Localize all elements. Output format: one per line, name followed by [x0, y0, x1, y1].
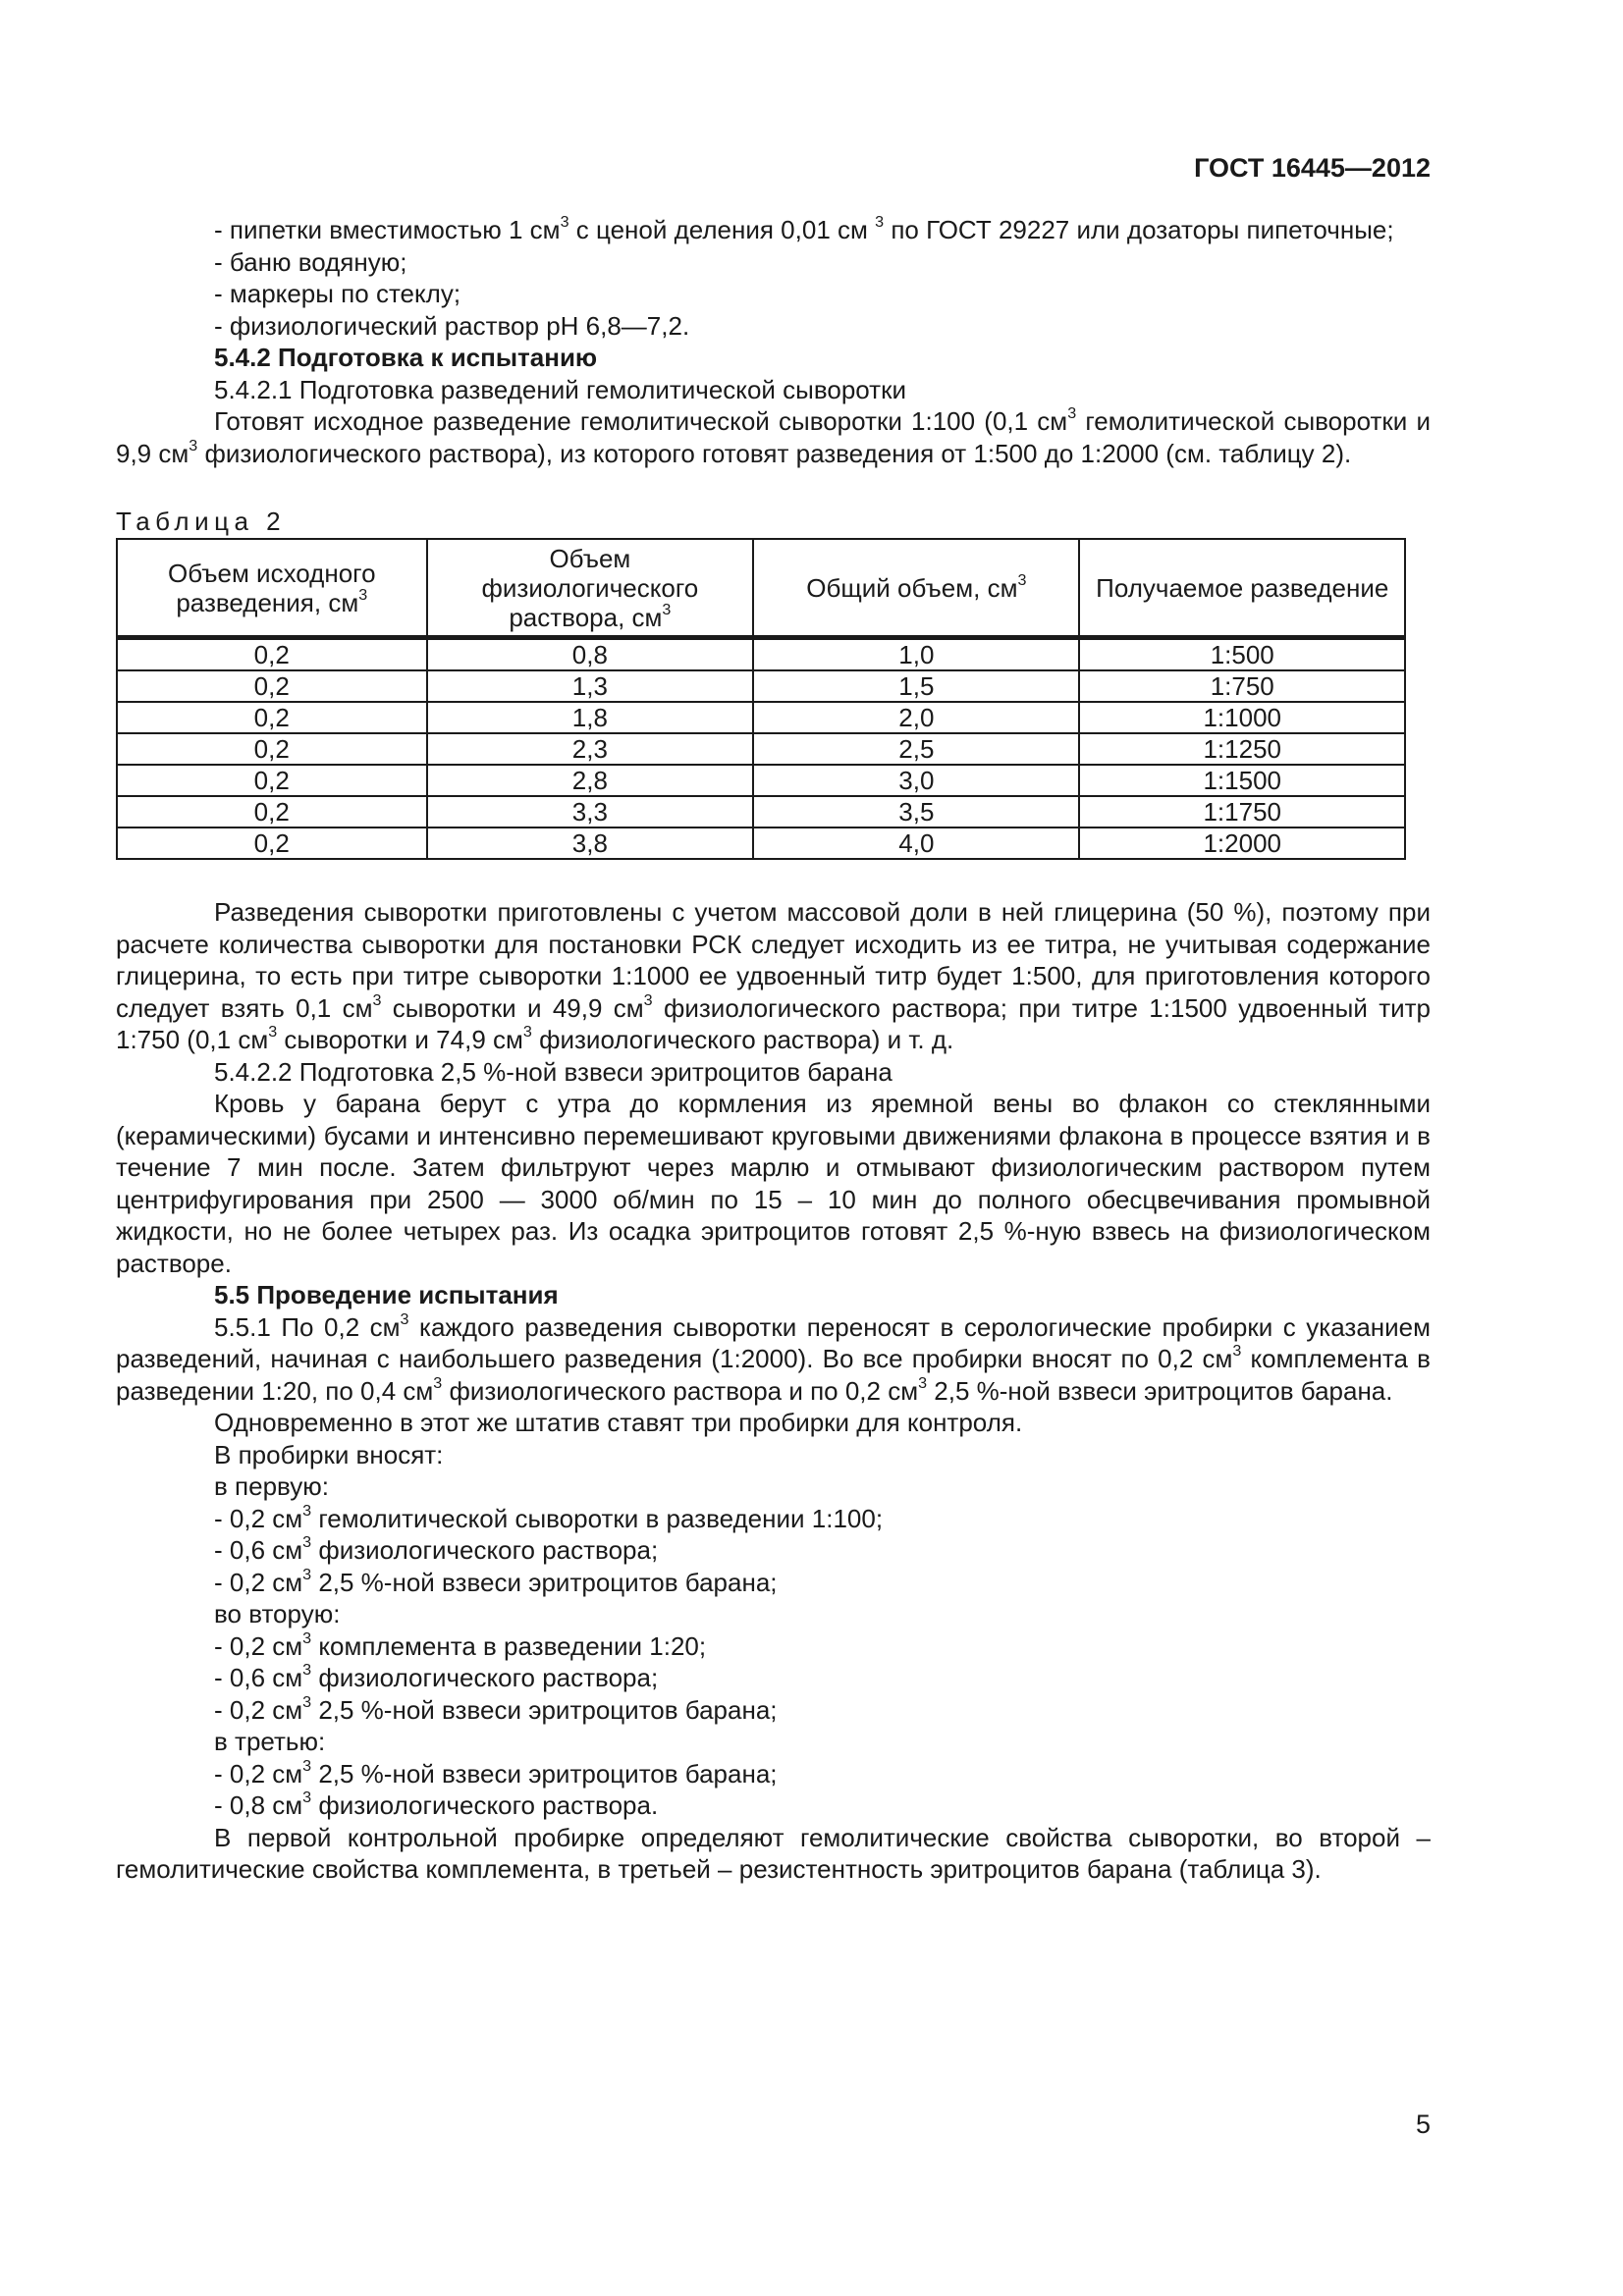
paragraph-erythrocytes: Кровь у барана берут с утра до кормления из яремной вены во флакон со стеклянными (керамическими) бусами и интенсивно перемешивают круговыми движениями флакона в процессе взятия и в течение 7 мин после. Затем фильтруют через марлю и отмывают физиологическим раствором путем центрифугирования при 2500 — 3000 об/мин по 15 – 10 мин до полного обесцвечивания промывной жидкости, но не более четырех раз. Из осадка эритроцитов готовят 2,5 %-ную взвесь на физиологическом растворе. — [116, 1089, 1431, 1278]
table-cell: 1,8 — [427, 702, 754, 733]
table-cell: 3,8 — [427, 828, 754, 859]
superscript: 3 — [358, 585, 368, 604]
text-run: комплемента в разведении 1:20; — [311, 1630, 707, 1661]
table-cell: 0,2 — [117, 765, 427, 796]
superscript: 3 — [268, 1023, 278, 1041]
table-cell: 3,0 — [753, 765, 1079, 796]
text-run: физиологического раствора. — [311, 1790, 659, 1820]
list-item — [116, 1789, 1431, 1822]
table-cell: 0,2 — [117, 670, 427, 702]
table-cell: 1:1500 — [1079, 765, 1405, 796]
text-run: комплемента в разведении 1:20, по 0,4 см — [116, 1344, 1431, 1406]
table-row — [117, 828, 1405, 859]
list-item-pipettes — [116, 214, 1431, 246]
text-run: - 0,2 см — [214, 1630, 303, 1661]
list-item — [116, 1534, 1431, 1567]
text-run: 2,5 %-ной взвеси эритроцитов барана. — [927, 1375, 1393, 1406]
paragraph-initial-dilution — [116, 405, 1431, 469]
text-run: физиологического раствора и по 0,2 см — [442, 1375, 919, 1406]
text-run: физиологического раствора; — [311, 1663, 659, 1692]
superscript: 3 — [918, 1373, 928, 1392]
text-run: сыворотки и 74,9 см — [277, 1025, 523, 1054]
paragraph-intro: В пробирки вносят: — [214, 1439, 444, 1469]
table-row — [117, 702, 1405, 733]
header-text: Общий объем, см — [806, 572, 1018, 603]
section-heading-5-4-2: 5.4.2 Подготовка к испытанию — [214, 343, 598, 372]
superscript: 3 — [522, 1023, 532, 1041]
superscript: 3 — [372, 990, 382, 1009]
list-item — [116, 1662, 1431, 1694]
text-run: Разведения сыворотки приготовлены с учетом массовой доли в ней глицерина (50 %), поэтому при расчете количества сыворотки для постановки РСК следует исходить из ее титра, не учитывая содержание глицерина, то есть при титре сыворотки 1:1000 ее удвоенный титр будет 1:500, для приготовления которого следует взять 0,1 см — [116, 897, 1431, 1023]
text-run: - пипетки вместимостью 1 см — [214, 215, 561, 244]
table-caption: Таблица 2 — [116, 507, 287, 536]
text-run: - 0,6 см — [214, 1663, 303, 1692]
list-item-bath: - баню водяную; — [214, 246, 407, 277]
table-cell: 1:1000 — [1079, 702, 1405, 733]
list-item — [116, 1503, 1431, 1535]
table-cell: 2,3 — [427, 733, 754, 765]
table-cell: 1:2000 — [1079, 828, 1405, 859]
text-run: 5.5.1 По 0,2 см — [214, 1311, 401, 1342]
text-run: 2,5 %-ной взвеси эритроцитов барана; — [311, 1758, 778, 1789]
text-run: - 0,6 см — [214, 1535, 303, 1565]
section-heading-5-4-2-2: 5.4.2.2 Подготовка 2,5 %-ной взвеси эритроцитов барана — [214, 1056, 893, 1087]
dilution-table — [116, 538, 1406, 860]
paragraph-simultaneous: Одновременно в этот же штатив ставят три пробирки для контроля. — [214, 1408, 1023, 1437]
table-cell: 1,0 — [753, 638, 1079, 671]
list-item — [116, 1630, 1431, 1663]
text-run: гемолитической сыворотки и 9,9 см — [116, 406, 1432, 468]
table-cell: 1:750 — [1079, 670, 1405, 702]
superscript: 3 — [189, 436, 198, 454]
text-run: - 0,8 см — [214, 1790, 303, 1820]
page-content — [116, 214, 1431, 1886]
paragraph-glycerin — [116, 896, 1431, 1056]
table-cell: 0,2 — [117, 796, 427, 828]
superscript: 3 — [560, 213, 569, 232]
table-cell: 0,2 — [117, 733, 427, 765]
table-row — [117, 638, 1405, 671]
superscript: 3 — [302, 1533, 312, 1552]
text-run: - 0,2 см — [214, 1758, 303, 1789]
table-cell: 1:1750 — [1079, 796, 1405, 828]
table-cell: 2,8 — [427, 765, 754, 796]
superscript: 3 — [1067, 404, 1077, 423]
text-run: с ценой деления 0,01 см — [568, 215, 876, 244]
text-run: физиологического раствора), из которого готовят разведения от 1:500 до 1:2000 (см. таблицу 2). — [197, 438, 1352, 468]
text-run: - 0,2 см — [214, 1694, 303, 1725]
second-tube-label: во вторую: — [214, 1599, 341, 1629]
superscript: 3 — [302, 1501, 312, 1520]
text-run: гемолитической сыворотки в разведении 1:100; — [311, 1503, 884, 1533]
superscript: 3 — [302, 1692, 312, 1711]
paragraph-5-5-1 — [116, 1311, 1431, 1408]
table-row — [117, 670, 1405, 702]
table-cell: 3,3 — [427, 796, 754, 828]
table-cell: 0,2 — [117, 638, 427, 671]
table-row — [117, 796, 1405, 828]
header-text: Объем исходного разведения, см — [167, 558, 376, 617]
superscript: 3 — [302, 1629, 312, 1647]
text-run: по ГОСТ 29227 или дозаторы пипеточные; — [884, 215, 1394, 244]
third-tube-label: в третью: — [214, 1727, 326, 1756]
text-run: физиологического раствора) и т. д. — [531, 1025, 954, 1054]
superscript: 3 — [1232, 1342, 1242, 1361]
table-cell: 0,2 — [117, 702, 427, 733]
column-header — [427, 539, 754, 638]
superscript: 3 — [1017, 570, 1027, 589]
first-tube-label: в первую: — [214, 1471, 329, 1501]
section-heading-5-4-2-1: 5.4.2.1 Подготовка разведений гемолитической сыворотки — [214, 374, 906, 404]
table-row — [117, 733, 1405, 765]
text-run: - 0,2 см — [214, 1503, 303, 1533]
text-run: сыворотки и 49,9 см — [381, 992, 644, 1023]
superscript: 3 — [662, 600, 672, 618]
text-run: - 0,2 см — [214, 1567, 303, 1597]
text-run: каждого разведения сыворотки переносят в серологические пробирки с указанием разведений, начиная с наибольшего разведения (1:2000). Во все пробирки вносят по 0,2 см — [116, 1311, 1431, 1373]
table-cell: 2,0 — [753, 702, 1079, 733]
list-item — [116, 1694, 1431, 1727]
list-item — [116, 1567, 1431, 1599]
header-text: Получаемое разведение — [1096, 572, 1389, 603]
table-row — [117, 765, 1405, 796]
document-code: ГОСТ 16445—2012 — [1194, 153, 1431, 183]
superscript: 3 — [400, 1309, 409, 1328]
column-header — [117, 539, 427, 638]
table-cell: 1:1250 — [1079, 733, 1405, 765]
text-run: Готовят исходное разведение гемолитической сыворотки 1:100 (0,1 см — [214, 406, 1068, 436]
table-cell: 0,8 — [427, 638, 754, 671]
superscript: 3 — [302, 1756, 312, 1775]
header-text: Объем физиологического раствора, см — [481, 543, 699, 632]
section-heading-5-5: 5.5 Проведение испытания — [214, 1280, 559, 1309]
superscript: 3 — [643, 990, 653, 1009]
column-header — [753, 539, 1079, 638]
table-cell: 0,2 — [117, 828, 427, 859]
superscript: 3 — [302, 1789, 312, 1807]
table-cell: 3,5 — [753, 796, 1079, 828]
table-cell: 4,0 — [753, 828, 1079, 859]
text-run: 2,5 %-ной взвеси эритроцитов барана; — [311, 1567, 778, 1597]
table-cell: 1,5 — [753, 670, 1079, 702]
superscript: 3 — [433, 1373, 443, 1392]
table-header-row — [117, 539, 1405, 638]
table-cell: 2,5 — [753, 733, 1079, 765]
text-run: 2,5 %-ной взвеси эритроцитов барана; — [311, 1694, 778, 1725]
list-item — [116, 1758, 1431, 1790]
column-header — [1079, 539, 1405, 638]
text-run: физиологического раствора; при титре 1:1500 удвоенный титр 1:750 (0,1 см — [116, 992, 1431, 1054]
table-cell: 1:500 — [1079, 638, 1405, 671]
table-cell: 1,3 — [427, 670, 754, 702]
list-item-markers: - маркеры по стеклу; — [214, 279, 461, 308]
page-number: 5 — [1415, 2109, 1431, 2139]
superscript: 3 — [875, 213, 885, 232]
superscript: 3 — [302, 1661, 312, 1680]
paragraph-conclusion: В первой контрольной пробирке определяют гемолитические свойства сыворотки, во второй – гемолитические свойства комплемента, в третьей – резистентность эритроцитов барана (таблица 3). — [116, 1822, 1431, 1884]
superscript: 3 — [302, 1565, 312, 1583]
list-item-saline: - физиологический раствор pH 6,8—7,2. — [214, 310, 690, 341]
text-run: физиологического раствора; — [311, 1535, 659, 1565]
